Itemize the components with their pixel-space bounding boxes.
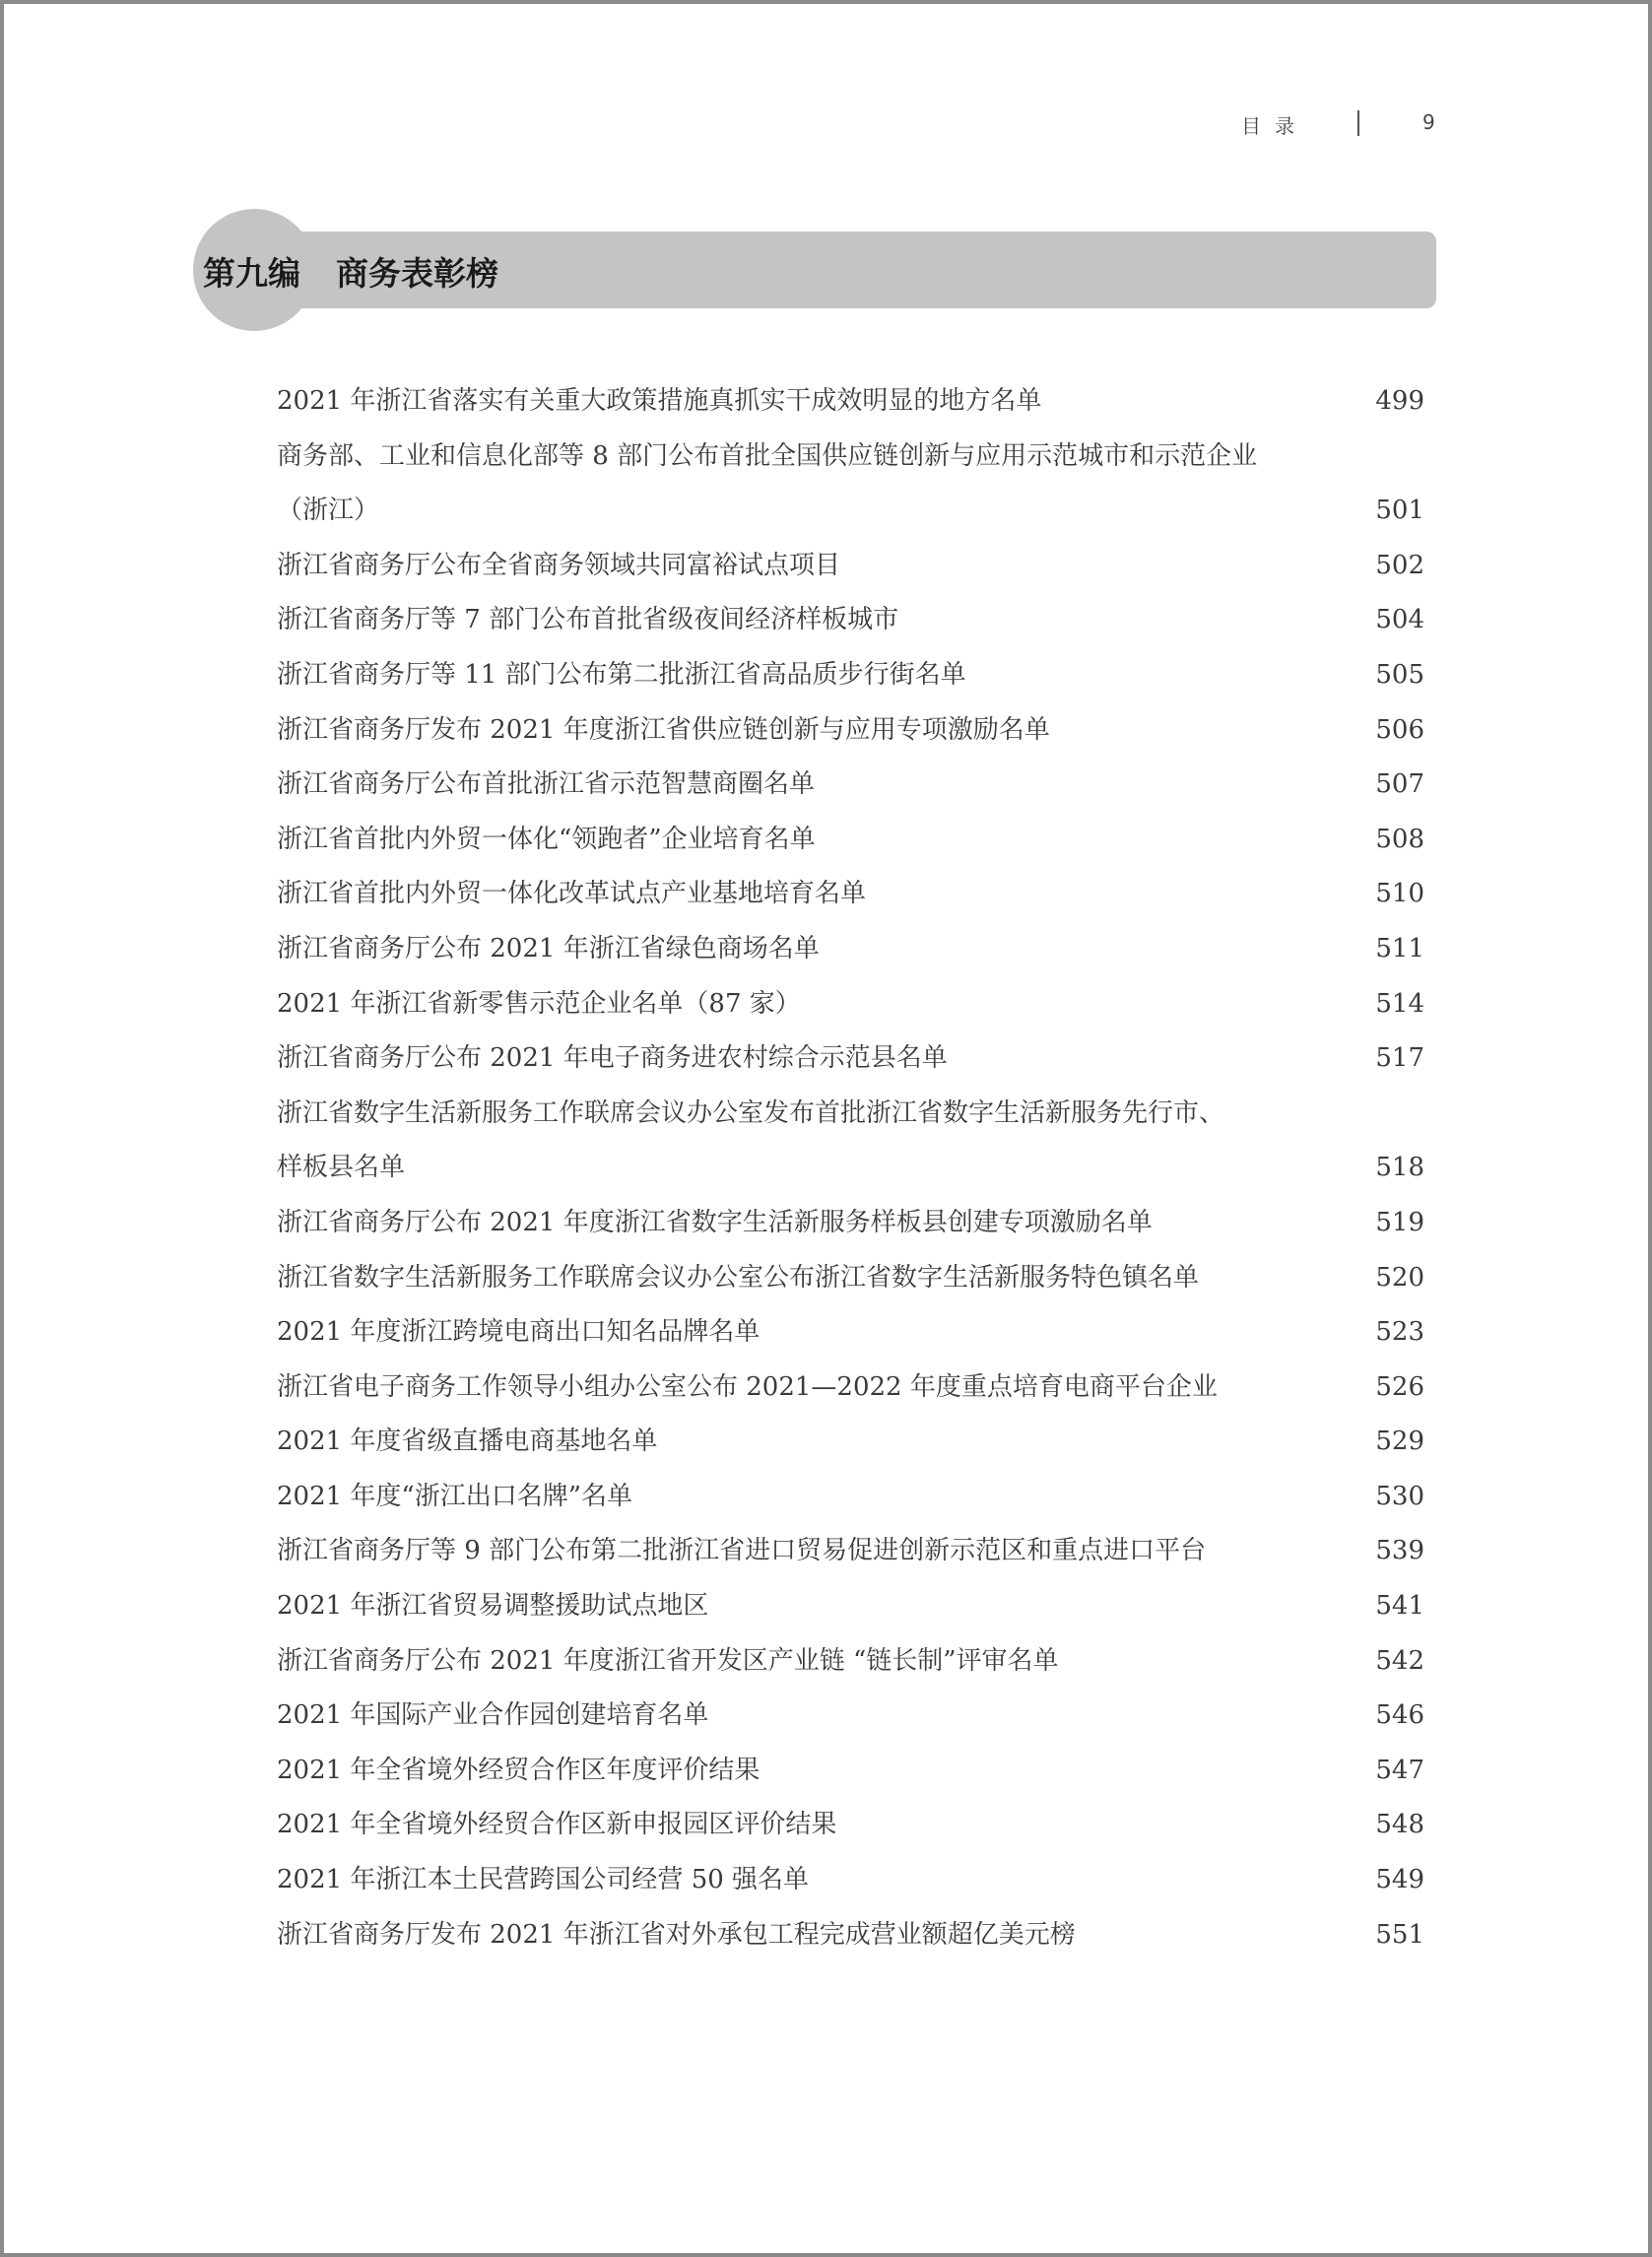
part-label: 第九编	[203, 254, 300, 293]
toc-entry-page: 523	[1375, 1317, 1424, 1348]
toc-entry-page: 507	[1375, 769, 1424, 800]
toc-entry-page: 506	[1375, 714, 1424, 745]
toc-entry	[277, 758, 1424, 813]
toc-entry-title: 2021 年浙江省新零售示范企业名单（87 家）	[277, 988, 801, 1019]
toc-entry-title: 浙江省商务厅公布首批浙江省示范智慧商圈名单	[277, 769, 816, 800]
toc-entry-page: 529	[1375, 1427, 1424, 1457]
toc-entry-page: 541	[1375, 1591, 1424, 1622]
toc-entry	[277, 1524, 1424, 1579]
part-name: 商务表彰榜	[336, 254, 498, 293]
toc-entry	[277, 1689, 1424, 1744]
toc-entry-page: 505	[1375, 659, 1424, 690]
toc-entry	[277, 484, 1424, 539]
toc-entry-page: 511	[1375, 933, 1424, 963]
toc-entry-title: 2021 年度浙江跨境电商出口知名品牌名单	[277, 1317, 760, 1348]
table-of-contents	[277, 374, 1424, 1962]
toc-entry-title: 2021 年全省境外经贸合作区新申报园区评价结果	[277, 1810, 837, 1840]
toc-entry-title: 2021 年浙江省贸易调整援助试点地区	[277, 1591, 709, 1622]
toc-entry	[277, 430, 1424, 485]
toc-entry-page: 510	[1375, 879, 1424, 909]
part-banner	[193, 209, 1436, 333]
toc-entry-title: 浙江省数字生活新服务工作联席会议办公室发布首批浙江省数字生活新服务先行市、	[277, 1097, 1225, 1128]
toc-entry	[277, 1470, 1424, 1525]
toc-entry-page: 526	[1375, 1371, 1424, 1402]
toc-entry-page: 518	[1375, 1153, 1424, 1183]
toc-entry-page: 502	[1375, 550, 1424, 580]
running-header-section: 目录	[1241, 114, 1308, 138]
toc-entry	[277, 1141, 1424, 1196]
toc-entry	[277, 922, 1424, 977]
toc-entry	[277, 539, 1424, 594]
toc-entry-page: 548	[1375, 1810, 1424, 1840]
toc-entry-page: 539	[1375, 1536, 1424, 1566]
toc-entry-title: 浙江省数字生活新服务工作联席会议办公室公布浙江省数字生活新服务特色镇名单	[277, 1262, 1200, 1293]
toc-entry-title: 商务部、工业和信息化部等 8 部门公布首批全国供应链创新与应用示范城市和示范企业	[277, 440, 1258, 471]
toc-entry-page: 514	[1375, 988, 1424, 1019]
toc-entry-title: 浙江省商务厅公布 2021 年度浙江省数字生活新服务样板县创建专项激励名单	[277, 1207, 1153, 1237]
toc-entry-page: 519	[1375, 1207, 1424, 1237]
toc-entry	[277, 1744, 1424, 1799]
toc-entry-title: 2021 年全省境外经贸合作区年度评价结果	[277, 1755, 760, 1785]
toc-entry-title: 2021 年度省级直播电商基地名单	[277, 1427, 658, 1457]
toc-entry	[277, 1361, 1424, 1416]
toc-entry-title: 2021 年国际产业合作园创建培育名单	[277, 1700, 709, 1731]
toc-entry-page: 501	[1375, 496, 1424, 526]
toc-entry-page: 530	[1375, 1481, 1424, 1511]
toc-entry	[277, 1251, 1424, 1306]
toc-entry-page: 499	[1375, 386, 1424, 416]
toc-entry-title: 2021 年浙江省落实有关重大政策措施真抓实干成效明显的地方名单	[277, 386, 1042, 416]
toc-entry-title: 浙江省商务厅公布全省商务领域共同富裕试点项目	[277, 550, 841, 580]
toc-entry	[277, 703, 1424, 759]
toc-entry-page: 520	[1375, 1262, 1424, 1293]
toc-entry-page: 504	[1375, 605, 1424, 635]
toc-entry	[277, 1634, 1424, 1690]
toc-entry-title: 样板县名单	[277, 1153, 406, 1183]
toc-entry-title: 浙江省商务厅公布 2021 年度浙江省开发区产业链 “链长制”评审名单	[277, 1645, 1059, 1676]
toc-entry-page: 508	[1375, 824, 1424, 854]
toc-entry-title: 浙江省首批内外贸一体化“领跑者”企业培育名单	[277, 824, 816, 854]
toc-entry-page: 549	[1375, 1865, 1424, 1895]
toc-entry-title: 浙江省商务厅等 9 部门公布第二批浙江省进口贸易促进创新示范区和重点进口平台	[277, 1536, 1207, 1566]
toc-entry	[277, 1031, 1424, 1087]
toc-entry-title: 浙江省商务厅等 7 部门公布首批省级夜间经济样板城市	[277, 605, 899, 635]
toc-entry	[277, 977, 1424, 1032]
toc-entry-page: 551	[1375, 1919, 1424, 1950]
toc-entry-title: （浙江）	[277, 496, 380, 526]
toc-entry-page: 542	[1375, 1645, 1424, 1676]
toc-entry-page: 517	[1375, 1043, 1424, 1074]
toc-entry-title: 浙江省首批内外贸一体化改革试点产业基地培育名单	[277, 879, 867, 909]
toc-entry-title: 浙江省商务厅等 11 部门公布第二批浙江省高品质步行街名单	[277, 659, 966, 690]
toc-entry	[277, 867, 1424, 922]
header-divider	[1357, 110, 1359, 136]
toc-entry-title: 2021 年度“浙江出口名牌”名单	[277, 1481, 633, 1511]
toc-entry	[277, 1579, 1424, 1634]
toc-entry-title: 浙江省商务厅发布 2021 年度浙江省供应链创新与应用专项激励名单	[277, 714, 1050, 745]
toc-entry-page: 546	[1375, 1700, 1424, 1731]
toc-entry	[277, 1087, 1424, 1142]
toc-entry-title: 浙江省电子商务工作领导小组办公室公布 2021—2022 年度重点培育电商平台企业	[277, 1371, 1218, 1402]
toc-entry	[277, 1798, 1424, 1853]
toc-entry	[277, 1196, 1424, 1251]
toc-entry	[277, 593, 1424, 648]
toc-entry	[277, 1305, 1424, 1361]
page-number: 9	[1422, 110, 1435, 134]
toc-entry	[277, 1415, 1424, 1470]
toc-entry-title: 浙江省商务厅公布 2021 年浙江省绿色商场名单	[277, 933, 820, 963]
toc-entry	[277, 813, 1424, 868]
toc-entry-title: 2021 年浙江本土民营跨国公司经营 50 强名单	[277, 1865, 810, 1895]
toc-entry	[277, 1853, 1424, 1908]
toc-entry-page: 547	[1375, 1755, 1424, 1785]
toc-entry	[277, 374, 1424, 430]
toc-entry	[277, 1908, 1424, 1963]
toc-entry	[277, 648, 1424, 703]
toc-entry-title: 浙江省商务厅公布 2021 年电子商务进农村综合示范县名单	[277, 1043, 948, 1074]
part-title	[203, 248, 498, 295]
running-header	[1182, 110, 1438, 140]
toc-entry-title: 浙江省商务厅发布 2021 年浙江省对外承包工程完成营业额超亿美元榜	[277, 1919, 1076, 1950]
